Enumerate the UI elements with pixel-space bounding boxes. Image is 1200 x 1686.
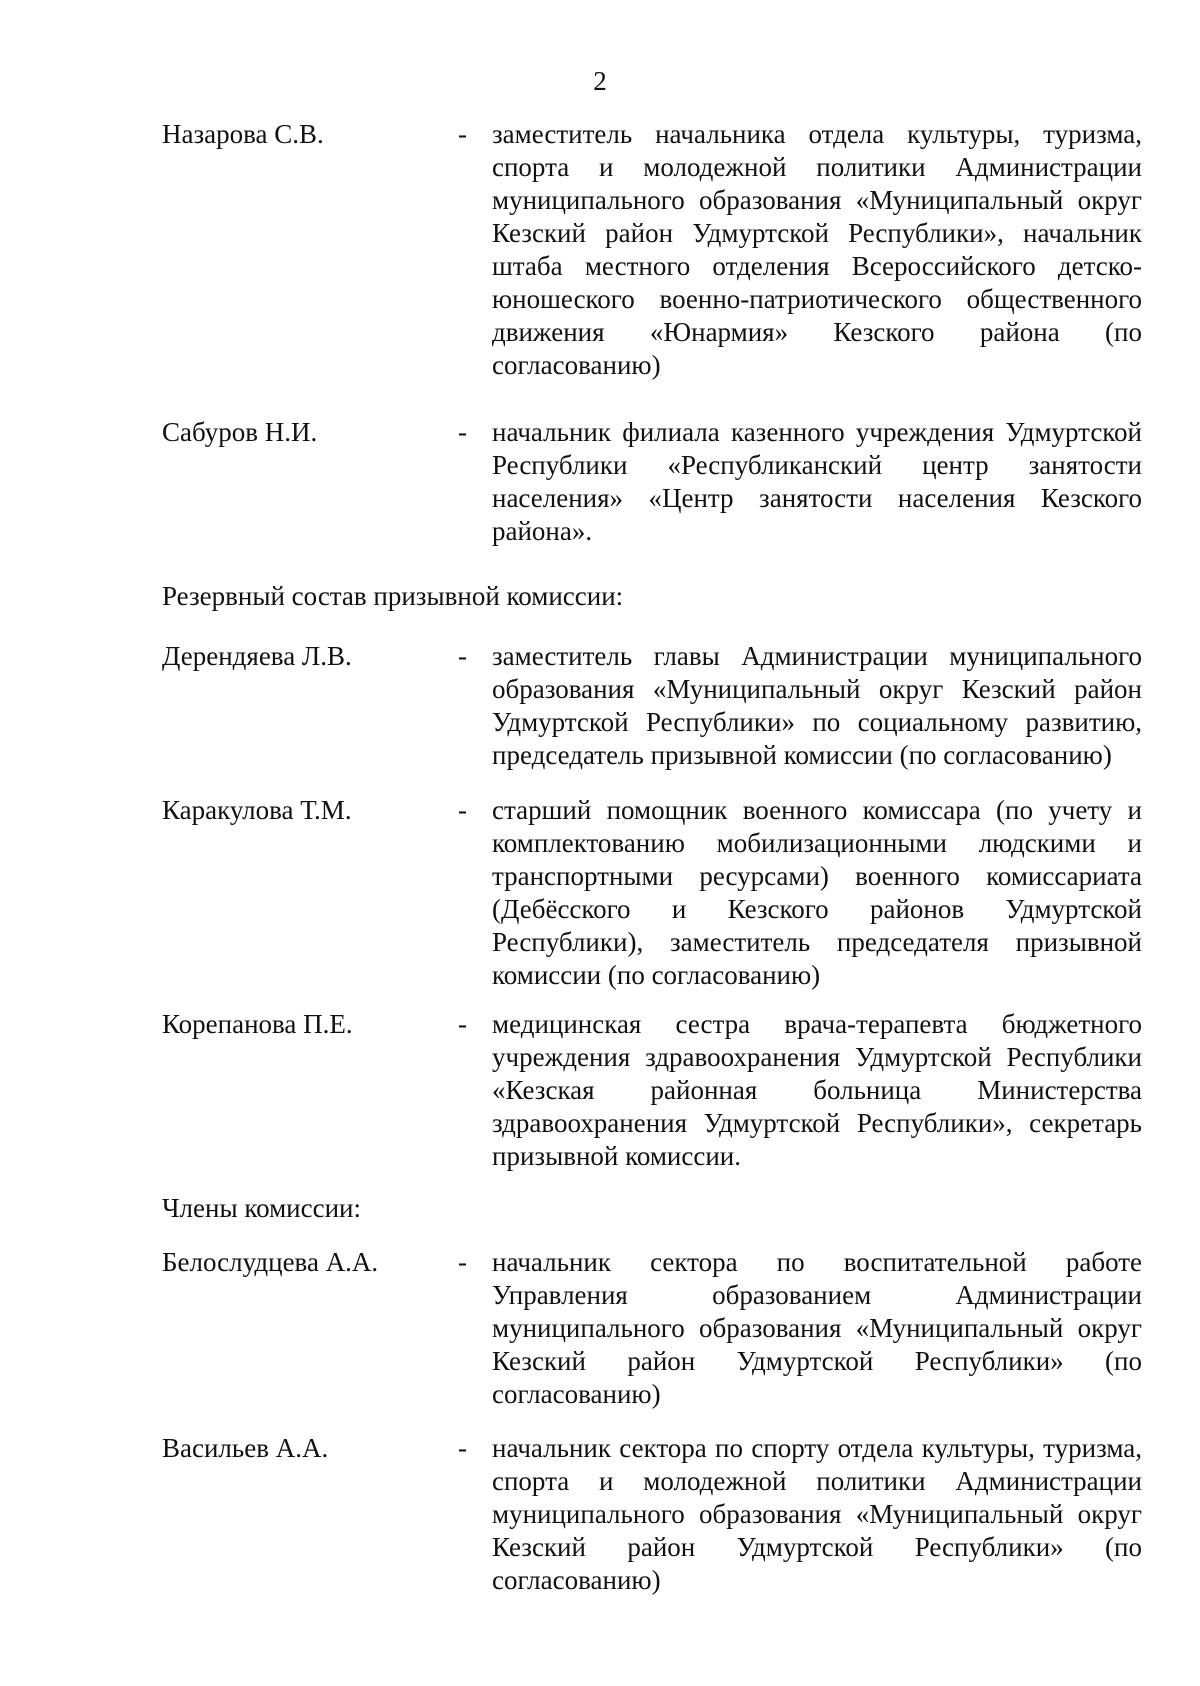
dash-separator: -	[458, 1009, 467, 1039]
dash-separator: -	[458, 1433, 467, 1463]
member-position: заместитель главы Администрации муниципального образования «Муниципальный округ Кезский район Удмуртской Республики» по социальному развитию, председатель призывной комиссии (по согласованию)	[492, 641, 1142, 770]
member-name: Сабуров Н.И.	[162, 417, 318, 447]
member-name: Назарова С.В.	[162, 119, 324, 149]
dash-separator: -	[458, 119, 467, 149]
dash-separator: -	[458, 641, 467, 671]
member-position: начальник филиала казенного учреждения Удмуртской Республики «Республиканский центр занятости населения» «Центр занятости населения Кезского района».	[492, 417, 1142, 546]
page-number: 2	[593, 66, 607, 96]
members-section-heading: Члены комиссии:	[162, 1193, 361, 1223]
member-position: медицинская сестра врача-терапевта бюджетного учреждения здравоохранения Удмуртской Республики «Кезская районная больница Министерства здравоохранения Удмуртской Республики», секретарь призывной комиссии.	[492, 1009, 1142, 1171]
dash-separator: -	[458, 795, 467, 825]
member-position: заместитель начальника отдела культуры, туризма, спорта и молодежной политики Администрации муниципального образования «Муниципальный округ Кезский район Удмуртской Республики», начальник штаба местного отделения Всероссийского детско-юношеского военно-патриотического общественного движения «Юнармия» Кезского района (по согласованию)	[492, 119, 1142, 380]
dash-separator: -	[458, 417, 467, 447]
member-name: Васильев А.А.	[162, 1433, 329, 1463]
dash-separator: -	[458, 1247, 467, 1277]
member-name: Белослудцева А.А.	[162, 1247, 379, 1277]
member-position: старший помощник военного комиссара (по учету и комплектованию мобилизационными людскими и транспортными ресурсами) военного комиссариата (Дебёсского и Кезского районов Удмуртской Республики), заместитель председателя призывной комиссии (по согласованию)	[492, 795, 1142, 990]
member-position: начальник сектора по воспитательной работе Управления образованием Администрации муниципального образования «Муниципальный округ Кезский район Удмуртской Республики» (по согласованию)	[492, 1247, 1142, 1409]
reserve-section-heading: Резервный состав призывной комиссии:	[162, 581, 624, 611]
member-name: Каракулова Т.М.	[162, 795, 352, 825]
member-position: начальник сектора по спорту отдела культуры, туризма, спорта и молодежной политики Администрации муниципального образования «Муниципальный округ Кезский район Удмуртской Республики» (по согласованию)	[492, 1433, 1142, 1595]
member-name: Дерендяева Л.В.	[162, 641, 352, 671]
member-name: Корепанова П.Е.	[162, 1009, 353, 1039]
